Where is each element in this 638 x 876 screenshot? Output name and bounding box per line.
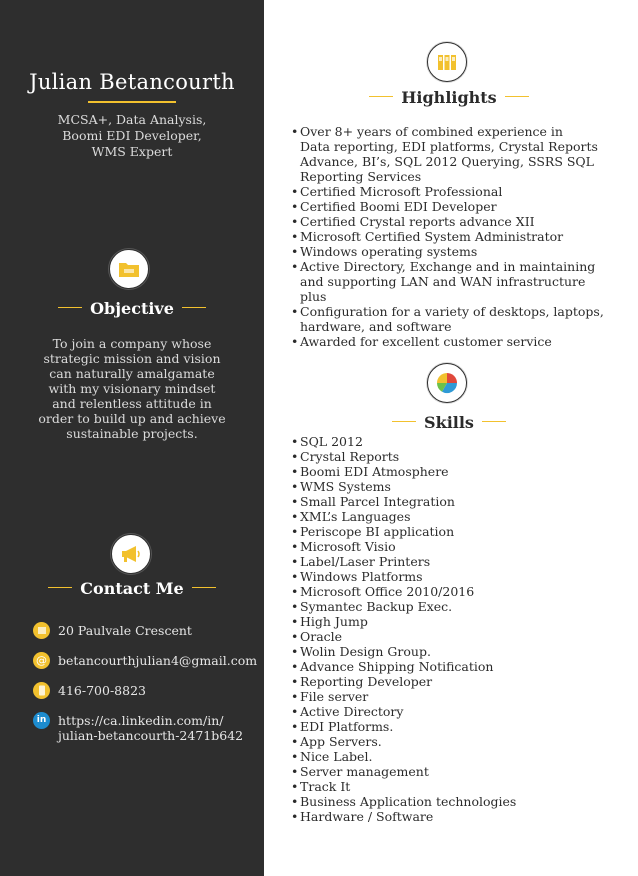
list-item: • Small Parcel Integration xyxy=(291,494,611,509)
highlight-line: Advance, BI’s, SQL 2012 Querying, SSRS SQL xyxy=(300,154,594,169)
list-item: • SQL 2012 xyxy=(291,434,611,449)
subtitle-line: WMS Expert xyxy=(91,144,173,159)
objective-line: To join a company whose xyxy=(52,336,212,351)
linkedin-line[interactable]: https://ca.linkedin.com/in/ xyxy=(58,713,224,728)
list-item: • WMS Systems xyxy=(291,479,611,494)
list-item: • Label/Laser Printers xyxy=(291,554,611,569)
linkedin-line[interactable]: julian-betancourth-2471b642 xyxy=(58,728,244,743)
list-item: • Business Application technologies xyxy=(291,794,611,809)
heading-rule xyxy=(482,421,506,423)
highlight-line: • Microsoft Certified System Administrator xyxy=(300,229,564,244)
objective-line: order to build up and achieve xyxy=(38,411,226,426)
highlight-line: • Certified Microsoft Professional xyxy=(300,184,503,199)
highlight-line: • Certified Boomi EDI Developer xyxy=(300,199,497,214)
name-underline xyxy=(88,101,176,103)
list-item xyxy=(291,259,611,304)
home-icon xyxy=(33,622,50,639)
highlight-line: • Configuration for a variety of desktops, laptops, xyxy=(300,304,604,319)
objective-line: and relentless attitude in xyxy=(52,396,212,411)
list-item: • Track It xyxy=(291,779,611,794)
highlights-title: Highlights xyxy=(401,88,497,107)
pie-chart-icon xyxy=(427,363,467,403)
list-item: • Advance Shipping Notification xyxy=(291,659,611,674)
list-item: • Crystal Reports xyxy=(291,449,611,464)
heading-rule xyxy=(392,421,416,423)
list-item: • Boomi EDI Atmosphere xyxy=(291,464,611,479)
linkedin-icon: in xyxy=(33,712,50,729)
highlights-list xyxy=(291,124,611,349)
list-item: • Microsoft Office 2010/2016 xyxy=(291,584,611,599)
list-item: • Wolin Design Group. xyxy=(291,644,611,659)
contact-phone[interactable] xyxy=(33,683,146,699)
highlight-line: • Over 8+ years of combined experience in xyxy=(300,124,563,139)
list-item xyxy=(291,214,611,229)
list-item: • Oracle xyxy=(291,629,611,644)
highlight-line: • Certified Crystal reports advance XII xyxy=(300,214,535,229)
objective-line: with my visionary mindset xyxy=(48,381,216,396)
phone-icon xyxy=(33,682,50,699)
list-item xyxy=(291,304,611,334)
list-item: • Microsoft Visio xyxy=(291,539,611,554)
list-item: • EDI Platforms. xyxy=(291,719,611,734)
highlight-line: Data reporting, EDI platforms, Crystal Reports xyxy=(300,139,598,154)
contact-title: Contact Me xyxy=(80,579,184,598)
objective-line: sustainable projects. xyxy=(66,426,198,441)
skills-title: Skills xyxy=(424,413,474,432)
heading-rule xyxy=(192,587,216,589)
objective-line: can naturally amalgamate xyxy=(49,366,215,381)
heading-rule xyxy=(48,587,72,589)
highlight-line: • Active Directory, Exchange and in maintaining xyxy=(300,259,596,274)
candidate-subtitle xyxy=(30,112,234,160)
list-item: • High Jump xyxy=(291,614,611,629)
heading-rule xyxy=(58,307,82,309)
skills-heading xyxy=(354,413,544,432)
objective-heading xyxy=(0,299,264,318)
address-text: 20 Paulvale Crescent xyxy=(58,623,192,638)
objective-title: Objective xyxy=(90,299,174,318)
contact-linkedin[interactable] xyxy=(33,713,243,743)
contact-address xyxy=(33,623,192,639)
heading-rule xyxy=(369,96,393,98)
list-item: • Active Directory xyxy=(291,704,611,719)
subtitle-line: MCSA+, Data Analysis, xyxy=(57,112,207,127)
list-item xyxy=(291,334,611,349)
list-item: • Server management xyxy=(291,764,611,779)
skills-list xyxy=(291,434,611,824)
contact-email[interactable] xyxy=(33,653,257,669)
highlight-line: Reporting Services xyxy=(300,169,422,184)
highlight-line: • Awarded for excellent customer service xyxy=(300,334,552,349)
subtitle-line: Boomi EDI Developer, xyxy=(62,128,202,143)
list-item: • Reporting Developer xyxy=(291,674,611,689)
list-item xyxy=(291,229,611,244)
megaphone-icon xyxy=(111,534,151,574)
folder-icon xyxy=(109,249,149,289)
highlight-line: and supporting LAN and WAN infrastructure plus xyxy=(300,274,586,304)
highlight-line: • Windows operating systems xyxy=(300,244,478,259)
list-item xyxy=(291,199,611,214)
list-item xyxy=(291,184,611,199)
contact-heading xyxy=(0,579,264,598)
heading-rule xyxy=(182,307,206,309)
list-item xyxy=(291,124,611,184)
candidate-name: Julian Betancourth xyxy=(29,70,235,94)
highlight-line: hardware, and software xyxy=(300,319,452,334)
list-item: • Nice Label. xyxy=(291,749,611,764)
list-item: • Hardware / Software xyxy=(291,809,611,824)
objective-text xyxy=(30,336,234,441)
objective-line: strategic mission and vision xyxy=(43,351,221,366)
list-item: • Symantec Backup Exec. xyxy=(291,599,611,614)
list-item: • XML’s Languages xyxy=(291,509,611,524)
list-item: • App Servers. xyxy=(291,734,611,749)
list-item: • Windows Platforms xyxy=(291,569,611,584)
email-text[interactable]: betancourthjulian4@gmail.com xyxy=(58,653,258,668)
bar-chart-icon xyxy=(427,42,467,82)
at-sign-icon: @ xyxy=(33,652,50,669)
highlights-heading xyxy=(354,88,544,107)
heading-rule xyxy=(505,96,529,98)
list-item: • Periscope BI application xyxy=(291,524,611,539)
sidebar xyxy=(0,0,264,876)
linkedin-url[interactable] xyxy=(58,713,243,743)
list-item: • File server xyxy=(291,689,611,704)
list-item xyxy=(291,244,611,259)
phone-text[interactable]: 416-700-8823 xyxy=(58,683,146,698)
